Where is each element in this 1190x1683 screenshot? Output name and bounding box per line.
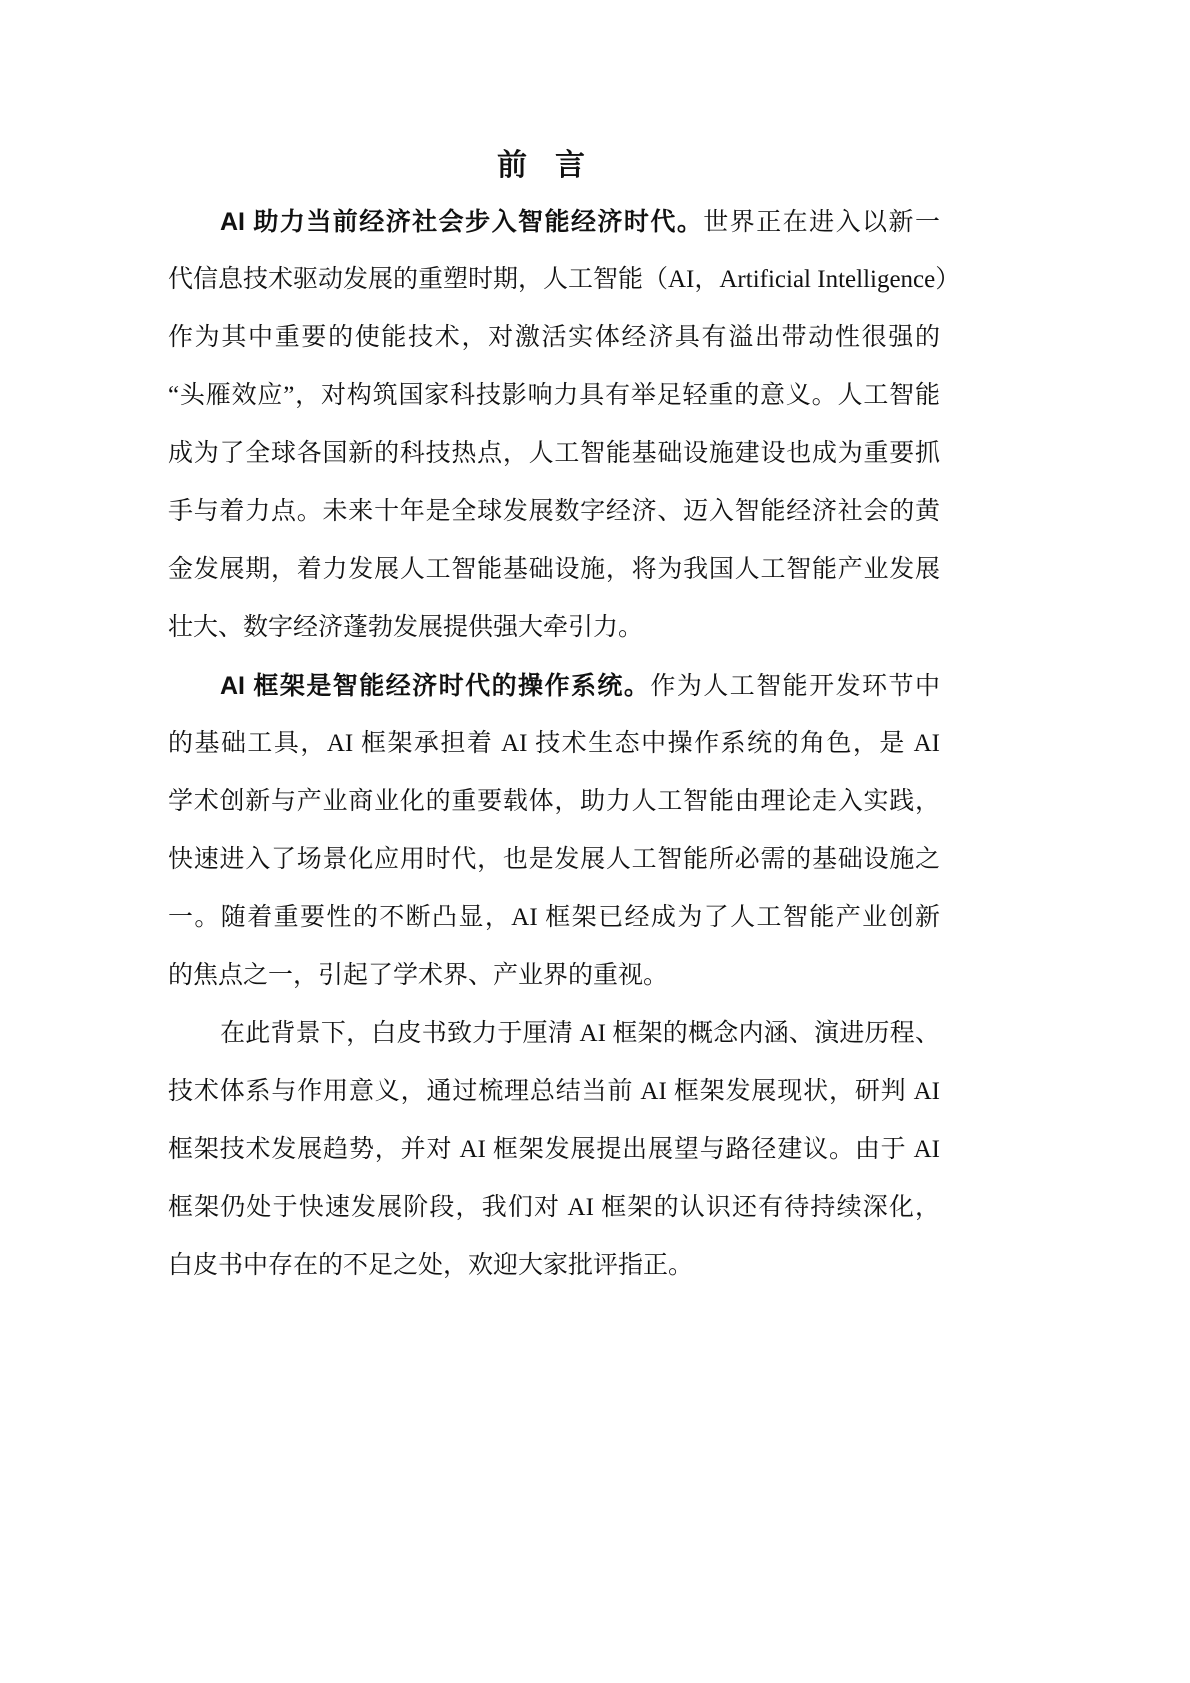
paragraph-lead: AI 框架是智能经济时代的操作系统。	[220, 672, 651, 700]
paragraph-line	[168, 200, 940, 258]
paragraph-lead: AI 助力当前经济社会步入智能经济时代。	[220, 208, 704, 236]
paragraph-line	[168, 954, 940, 1012]
line-text: 技术体系与作用意义，通过梳理总结当前 AI 框架发展现状，研判 AI	[168, 1078, 940, 1105]
line-text: 代信息技术驱动发展的重塑时期，人工智能（AI，Artificial Intelligence）	[168, 266, 961, 293]
paragraph-line	[168, 548, 940, 606]
paragraph-line	[168, 838, 940, 896]
line-text: 快速进入了场景化应用时代，也是发展人工智能所必需的基础设施之	[168, 846, 940, 873]
line-text: 在此背景下，白皮书致力于厘清 AI 框架的概念内涵、演进历程、	[220, 1020, 940, 1047]
paragraph-line	[168, 1012, 940, 1070]
line-text: 金发展期，着力发展人工智能基础设施，将为我国人工智能产业发展	[168, 556, 940, 583]
paragraph-line	[168, 1128, 940, 1186]
line-text: 的焦点之一，引起了学术界、产业界的重视。	[168, 962, 669, 989]
line-text: 框架技术发展趋势，并对 AI 框架发展提出展望与路径建议。由于 AI	[168, 1136, 940, 1163]
paragraph-line	[168, 1070, 940, 1128]
line-text: 作为其中重要的使能技术，对激活实体经济具有溢出带动性很强的	[168, 324, 940, 351]
line-text: 学术创新与产业商业化的重要载体，助力人工智能由理论走入实践，	[168, 788, 940, 815]
paragraph-line	[168, 1186, 940, 1244]
paragraph-line	[168, 1244, 940, 1302]
line-text: 框架仍处于快速发展阶段，我们对 AI 框架的认识还有待持续深化，	[168, 1194, 940, 1221]
paragraph-line	[168, 490, 940, 548]
line-text: “头雁效应”，对构筑国家科技影响力具有举足轻重的意义。人工智能	[168, 382, 940, 409]
line-text: 壮大、数字经济蓬勃发展提供强大牵引力。	[168, 614, 644, 641]
line-text: 一。随着重要性的不断凸显，AI 框架已经成为了人工智能产业创新	[168, 904, 940, 931]
line-text: 手与着力点。未来十年是全球发展数字经济、迈入智能经济社会的黄	[168, 498, 940, 525]
document-body	[168, 200, 961, 1302]
line-text: 白皮书中存在的不足之处，欢迎大家批评指正。	[168, 1252, 694, 1279]
line-text: 世界正在进入以新一	[703, 209, 940, 236]
paragraph-line	[168, 432, 940, 490]
paragraph-line	[168, 258, 961, 316]
paragraph-line	[168, 664, 940, 722]
page-title: 前言	[497, 149, 613, 182]
paragraph-line	[168, 316, 940, 374]
line-text: 成为了全球各国新的科技热点，人工智能基础设施建设也成为重要抓	[168, 440, 940, 467]
paragraph-line	[168, 606, 940, 664]
paragraph-line	[168, 780, 940, 838]
paragraph-line	[168, 374, 940, 432]
line-text: 作为人工智能开发环节中	[650, 673, 940, 700]
line-text: 的基础工具，AI 框架承担着 AI 技术生态中操作系统的角色，是 AI	[168, 730, 940, 757]
paragraph-line	[168, 722, 940, 780]
paragraph-line	[168, 896, 940, 954]
